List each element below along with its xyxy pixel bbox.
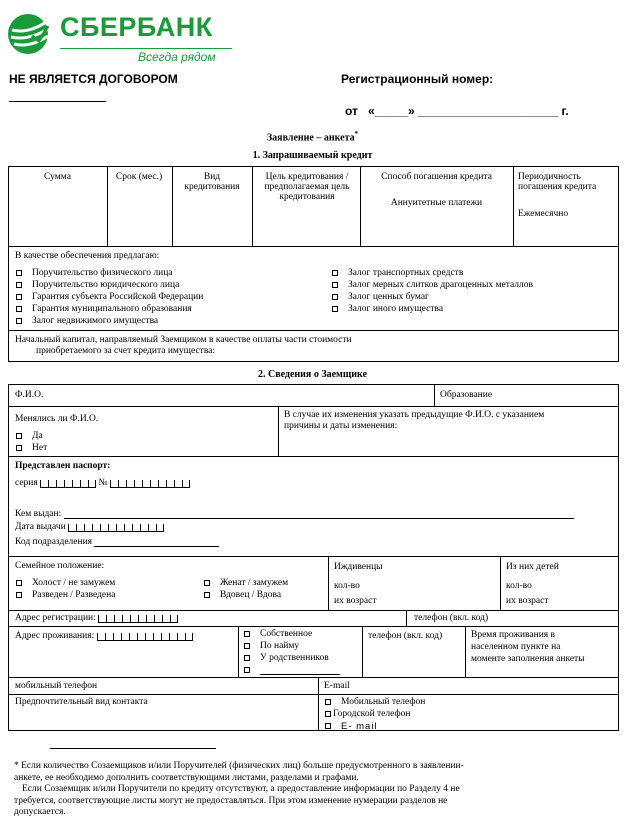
number-cells[interactable] bbox=[110, 478, 190, 488]
housing-option-label: Собственное bbox=[260, 629, 313, 639]
marital-option-label: Женат / замужем bbox=[220, 578, 289, 588]
marital-label: Семейное положение: bbox=[15, 561, 105, 571]
dependents-label: Иждивенцы bbox=[334, 562, 383, 572]
residence-time-3: моменте заполнения анкеты bbox=[471, 654, 585, 664]
initial-capital-line1: Начальный капитал, направляемый Заемщиком в качестве оплаты части стоимости bbox=[15, 335, 352, 345]
checkbox[interactable] bbox=[16, 445, 22, 451]
collateral-option[interactable] bbox=[16, 304, 192, 314]
marital-option[interactable] bbox=[204, 578, 288, 588]
issue-date-field[interactable] bbox=[15, 522, 164, 532]
s1-row-line bbox=[8, 246, 619, 247]
s2-row-line bbox=[8, 556, 619, 557]
date-field[interactable]: «_____» _____________________ г. bbox=[368, 104, 569, 118]
name-changed-yes[interactable] bbox=[16, 431, 43, 441]
reg-address-label: Адрес регистрации: bbox=[15, 613, 96, 623]
collateral-option[interactable] bbox=[16, 316, 158, 326]
checkbox[interactable] bbox=[332, 270, 338, 276]
checkbox[interactable] bbox=[332, 306, 338, 312]
s1-row-line bbox=[8, 330, 619, 331]
brand-slogan: Всегда рядом bbox=[138, 50, 216, 64]
footnote-separator bbox=[50, 748, 216, 749]
collateral-option[interactable] bbox=[16, 280, 179, 290]
marital-option-label: Вдовец / Вдова bbox=[220, 590, 282, 600]
checkbox[interactable] bbox=[16, 433, 22, 439]
s2-row-line bbox=[8, 626, 619, 627]
collateral-option[interactable] bbox=[332, 280, 533, 290]
dependents-ages[interactable]: их возраст bbox=[334, 596, 377, 606]
checkbox[interactable] bbox=[204, 580, 210, 586]
no-label: Нет bbox=[32, 443, 48, 453]
footnote-p2a: Если Созаемщик и/или Поручители по кредиту отсутствуют, а предоставление информации по Разделу 4 не bbox=[22, 784, 460, 794]
col-purpose[interactable]: Цель кредитования / предполагаемая цель кредитования bbox=[264, 172, 350, 202]
section2-table bbox=[8, 384, 619, 731]
children-label: Из них детей bbox=[506, 562, 559, 572]
issued-by-line[interactable] bbox=[64, 509, 574, 519]
passport-label: Представлен паспорт: bbox=[15, 461, 111, 471]
checkbox[interactable] bbox=[16, 270, 22, 276]
issued-by-label: Кем выдан: bbox=[15, 509, 62, 519]
children-ages[interactable]: их возраст bbox=[506, 596, 549, 606]
name-change-note-1: В случае их изменения указать предыдущие Ф.И.О. с указанием bbox=[284, 410, 545, 420]
checkbox[interactable] bbox=[244, 643, 250, 649]
housing-option-label: У родственников bbox=[260, 653, 329, 663]
footnote-p2c: допускается. bbox=[14, 807, 66, 817]
residence-time-2: населенном пункте на bbox=[471, 642, 561, 652]
collateral-option[interactable] bbox=[332, 268, 463, 278]
collateral-option-label: Гарантия муниципального образования bbox=[32, 304, 192, 314]
brand-name: СБЕРБАНК bbox=[60, 12, 213, 42]
checkbox[interactable] bbox=[332, 282, 338, 288]
dept-code-line[interactable] bbox=[94, 537, 219, 547]
s2-row-line bbox=[8, 610, 619, 611]
s2-row-line bbox=[8, 694, 619, 695]
s1-col-line bbox=[513, 166, 514, 246]
form-title-footnote-mark: * bbox=[354, 130, 359, 138]
fio-field[interactable]: Ф.И.О. bbox=[15, 390, 44, 400]
housing-option[interactable] bbox=[244, 653, 329, 663]
collateral-option-label: Залог ценных бумаг bbox=[348, 292, 429, 302]
collateral-option-label: Залог транспортных средств bbox=[348, 268, 464, 278]
checkbox[interactable] bbox=[16, 294, 22, 300]
contact-option-label: Мобильный телефон bbox=[341, 697, 426, 707]
not-contract-label: НЕ ЯВЛЯЕТСЯ ДОГОВОРОМ bbox=[9, 72, 178, 86]
res-address-cells[interactable] bbox=[97, 631, 193, 641]
section2-title: 2. Сведения о Заемщике bbox=[257, 369, 368, 380]
email-field[interactable]: E-mail bbox=[324, 681, 350, 691]
not-contract-line bbox=[9, 101, 106, 102]
checkbox[interactable] bbox=[244, 631, 250, 637]
footnote bbox=[12, 761, 617, 819]
checkbox[interactable] bbox=[325, 723, 331, 729]
s2-col-line bbox=[278, 406, 279, 456]
name-changed-label: Менялись ли Ф.И.О. bbox=[15, 414, 99, 424]
repayment-value[interactable]: Аннуитетные платежи bbox=[390, 198, 483, 208]
s2-col-line bbox=[238, 626, 239, 677]
s2-row-line bbox=[8, 406, 619, 407]
collateral-option-label: Залог недвижимого имущества bbox=[32, 316, 159, 326]
res-address-field[interactable] bbox=[15, 631, 193, 641]
collateral-option[interactable] bbox=[332, 304, 443, 314]
name-change-note-2: причины и даты изменения: bbox=[284, 421, 398, 431]
name-changed-no[interactable] bbox=[16, 443, 47, 453]
collateral-option-label: Гарантия субъекта Российской Федерации bbox=[32, 292, 204, 302]
checkbox[interactable] bbox=[16, 318, 22, 324]
passport-series[interactable] bbox=[15, 478, 190, 488]
s2-row-line bbox=[8, 677, 619, 678]
checkbox[interactable] bbox=[332, 294, 338, 300]
mobile-phone-field[interactable]: мобильный телефон bbox=[15, 681, 98, 691]
reg-address-cells[interactable] bbox=[98, 613, 178, 623]
collateral-option-label: Залог мерных слитков драгоценных металлов bbox=[348, 280, 534, 290]
initial-capital-line2: приобретаемого за счет кредита имущества: bbox=[36, 346, 216, 356]
marital-option-label: Разведен / Разведена bbox=[32, 590, 116, 600]
contact-option[interactable] bbox=[325, 721, 378, 732]
issue-date-cells[interactable] bbox=[68, 522, 164, 532]
housing-option[interactable] bbox=[244, 629, 312, 639]
reg-number-label: Регистрационный номер: bbox=[341, 72, 494, 86]
collateral-option-label: Поручительство физического лица bbox=[32, 268, 173, 278]
checkbox[interactable] bbox=[244, 667, 250, 673]
series-label: серия bbox=[15, 478, 38, 488]
housing-option[interactable] bbox=[244, 641, 299, 651]
reg-phone-field[interactable]: телефон (вкл. код) bbox=[414, 613, 489, 623]
footnote-p1a: * Если количество Созаемщиков и/или Поручителей (физических лиц) больше предусмотренного в заявлении- bbox=[14, 761, 464, 771]
collateral-option[interactable] bbox=[16, 268, 173, 278]
marital-option[interactable] bbox=[16, 590, 115, 600]
collateral-option-label: Поручительство юридического лица bbox=[32, 280, 180, 290]
collateral-option[interactable] bbox=[16, 292, 203, 302]
col-amount[interactable]: Сумма bbox=[44, 172, 71, 182]
number-sign: № bbox=[98, 478, 108, 488]
checkbox[interactable] bbox=[16, 592, 22, 598]
form-title bbox=[0, 130, 625, 143]
s2-col-line bbox=[500, 556, 501, 610]
contact-option-label: Городской телефон bbox=[333, 709, 411, 719]
collateral-option[interactable] bbox=[332, 292, 429, 302]
checkbox[interactable] bbox=[204, 592, 210, 598]
res-phone-field[interactable]: телефон (вкл. код) bbox=[368, 631, 443, 641]
col-repayment: Способ погашения кредита bbox=[381, 172, 492, 182]
checkbox[interactable] bbox=[16, 306, 22, 312]
collateral-label: В качестве обеспечения предлагаю: bbox=[15, 251, 160, 261]
s2-col-line bbox=[434, 384, 435, 406]
s2-col-line bbox=[328, 556, 329, 610]
contact-option-label: E- mail bbox=[341, 721, 378, 732]
footnote-p1b: анкете, ее необходимо дополнить соответствующими листами, разделами и графами. bbox=[14, 772, 359, 783]
footnote-p2b: требуется, соответствующие листы могут не предоставляться. При этом изменение нумерации разделов не bbox=[14, 795, 448, 806]
issue-date-label: Дата выдачи bbox=[15, 522, 66, 532]
s1-col-line bbox=[107, 166, 108, 246]
section1-title: 1. Запрашиваемый кредит bbox=[252, 150, 373, 161]
date-from-label: от bbox=[345, 104, 358, 118]
sberbank-logo bbox=[6, 10, 246, 66]
housing-other-line[interactable] bbox=[260, 665, 340, 675]
housing-option-label: По найму bbox=[260, 641, 300, 651]
pref-contact-label: Предпочтительный вид контакта bbox=[15, 697, 148, 707]
checkbox[interactable] bbox=[325, 711, 331, 717]
children-count[interactable]: кол-во bbox=[506, 581, 532, 591]
s1-col-line bbox=[252, 166, 253, 246]
checkbox[interactable] bbox=[16, 580, 22, 586]
logo-underline bbox=[60, 48, 232, 49]
residence-time-1: Время проживания в bbox=[471, 630, 556, 640]
issued-by-field[interactable] bbox=[15, 509, 574, 519]
checkbox[interactable] bbox=[325, 699, 331, 705]
dept-code-label: Код подразделения bbox=[15, 537, 93, 547]
checkbox[interactable] bbox=[244, 655, 250, 661]
marital-option[interactable] bbox=[204, 590, 281, 600]
res-address-label: Адрес проживания: bbox=[15, 631, 95, 641]
dept-code-field[interactable] bbox=[15, 537, 219, 547]
contact-option[interactable] bbox=[325, 697, 425, 707]
s2-row-line bbox=[8, 456, 619, 457]
col-term[interactable]: Срок (мес.) bbox=[115, 172, 163, 182]
periodicity-value[interactable]: Ежемесячно bbox=[518, 209, 569, 219]
s2-col-line bbox=[362, 626, 363, 677]
reg-address-field[interactable] bbox=[15, 613, 178, 623]
yes-label: Да bbox=[32, 431, 43, 441]
series-cells[interactable] bbox=[40, 478, 96, 488]
marital-option-label: Холост / не замужем bbox=[32, 578, 116, 588]
collateral-option-label: Залог иного имущества bbox=[348, 304, 444, 314]
s2-col-line bbox=[318, 677, 319, 731]
col-credit-type[interactable]: Вид кредитования bbox=[184, 172, 240, 192]
sberbank-logo-icon bbox=[6, 12, 50, 56]
housing-option-other[interactable] bbox=[244, 665, 340, 675]
contact-option[interactable] bbox=[325, 709, 410, 719]
s2-col-line bbox=[406, 610, 407, 626]
education-field[interactable]: Образование bbox=[440, 390, 493, 400]
form-title-text: Заявление – анкета bbox=[266, 132, 355, 144]
col-periodicity: Периодичность погашения кредита bbox=[518, 172, 597, 192]
checkbox[interactable] bbox=[16, 282, 22, 288]
s2-col-line bbox=[465, 626, 466, 677]
s1-col-line bbox=[172, 166, 173, 246]
marital-option[interactable] bbox=[16, 578, 115, 588]
dependents-count[interactable]: кол-во bbox=[334, 581, 360, 591]
